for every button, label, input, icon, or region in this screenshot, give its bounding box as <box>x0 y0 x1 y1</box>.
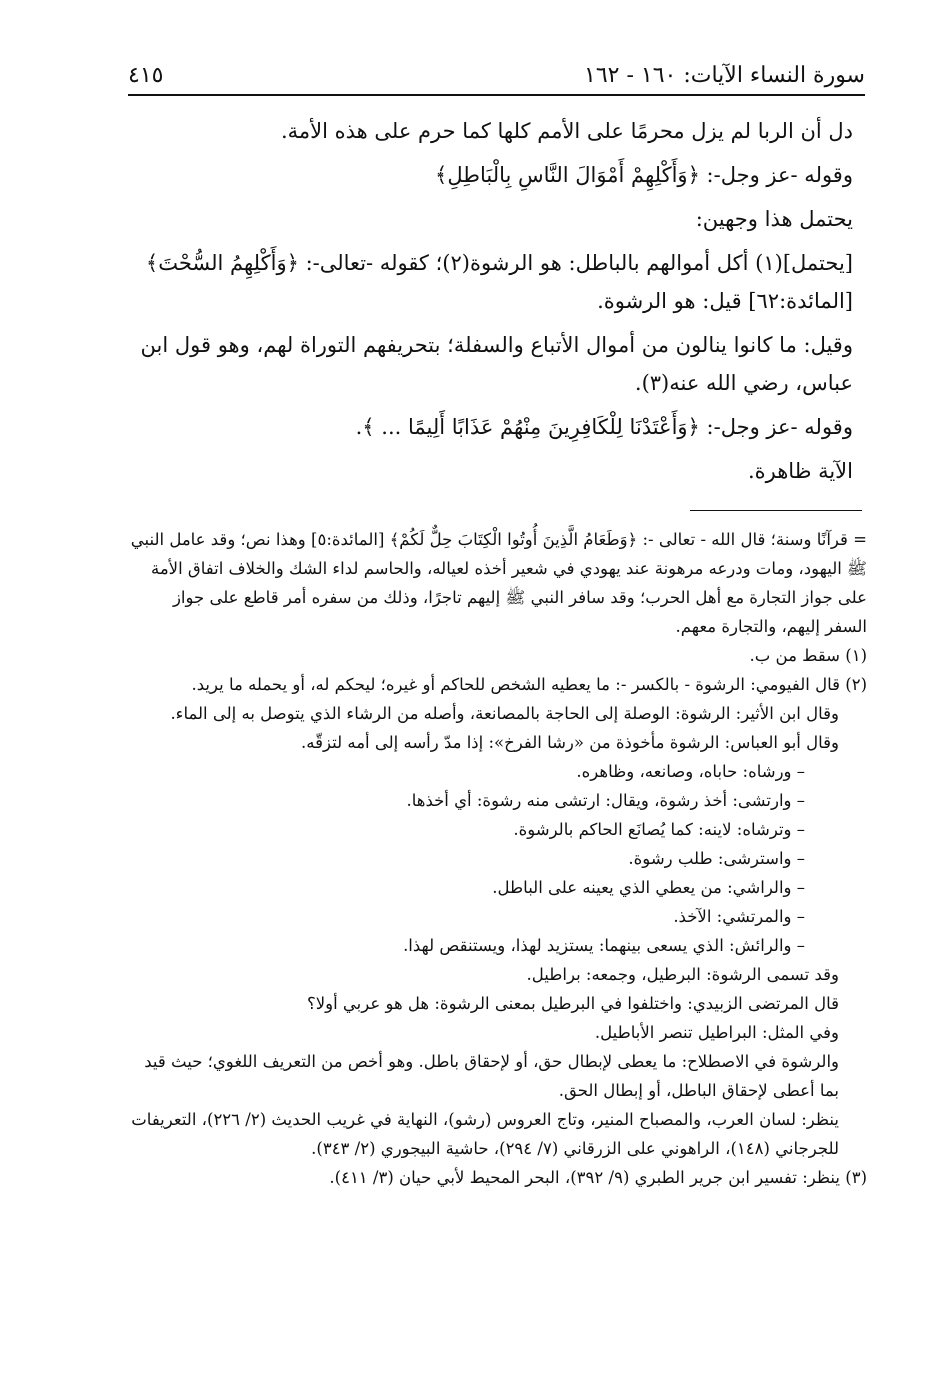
footnote-separator <box>690 510 862 511</box>
footnote-2-list-item: – وارتشى: أخذ رشوة، ويقال: ارتشى منه رشوة: أي أخذها. <box>406 791 805 810</box>
body-paragraph: [يحتمل](١) أكل أموالهم بالباطل: هو الرشوة(٢)؛ كقوله -تعالى-: ﴿وَأَكْلِهِمُ السُّحْتَ﴾ [المائدة:٦٢] قيل: هو الرشوة. <box>145 251 853 313</box>
footnote-2: (٢) قال الفيومي: الرشوة - بالكسر -: ما يعطيه الشخص للحاكم أو غيره؛ ليحكم له، أو يحمله ما يريد. <box>191 675 867 694</box>
footnote-2-list-item: – والرائش: الذي يسعى بينهما: يستزيد لهذا، ويستنقص لهذا. <box>403 936 805 955</box>
footnote-continuation: = قرآنًا وسنة؛ قال الله - تعالى -: ﴿وَطَعَامُ الَّذِينَ أُوتُوا الْكِتَابَ حِلٌّ لَكُمْ﴾ [المائدة:٥] وهذا نص؛ وقد عامل النبي ﷺ اليهود، ومات ودرعه مرهونة عند يهودي في شعير أخذه لعياله، والحاسم لداء الشك والخلاف اتفاق الأمة على جواز التجارة مع أهل الحرب؛ وقد سافر النبي ﷺ إليهم تاجرًا، وذلك من سفره أمر قاطع على جواز السفر إليهم، والتجارة معهم. <box>130 530 867 636</box>
body-paragraph: يحتمل هذا وجهين: <box>695 207 853 231</box>
page-number: ٤١٥ <box>128 62 164 88</box>
footnote-2-line: قال المرتضى الزبيدي: واختلفوا في البرطيل بمعنى الرشوة: هل هو عربي أولا؟ <box>306 994 839 1013</box>
footnote-1: (١) سقط من ب. <box>749 646 867 665</box>
body-paragraph: وقوله -عز وجل-: ﴿وَأَكْلِهِمْ أَمْوَالَ النَّاسِ بِالْبَاطِلِ﴾ <box>435 163 853 187</box>
footnote-2-list-item: – والمرتشي: الآخذ. <box>673 907 805 926</box>
footnote-2-references: ينظر: لسان العرب، والمصباح المنير، وتاج العروس (رشو)، النهاية في غريب الحديث (٢/ ٢٢٦)، التعريفات للجرجاني (١٤٨)، الراهوني على الزرقاني (٧/ ٢٩٤)، حاشية البيجوري (٢/ ٣٤٣). <box>131 1110 839 1158</box>
body-paragraph: وقوله -عز وجل-: ﴿وَأَعْتَدْنَا لِلْكَافِرِينَ مِنْهُمْ عَذَابًا أَلِيمًا ... ﴾. <box>355 415 853 439</box>
running-header <box>128 56 865 96</box>
footnote-2-ibn-athir: وقال ابن الأثير: الرشوة: الوصلة إلى الحاجة بالمصانعة، وأصله من الرشاء الذي يتوصل به إلى الماء. <box>170 704 839 723</box>
footnote-2-abu-abbas: وقال أبو العباس: الرشوة مأخوذة من «رشا الفرخ»: إذا مدّ رأسه إلى أمه لتزقّه. <box>301 733 839 752</box>
footnote-3: (٣) ينظر: تفسير ابن جرير الطبري (٩/ ٣٩٢)، البحر المحيط لأبي حيان (٣/ ٤١١). <box>329 1168 867 1187</box>
body-paragraph: الآية ظاهرة. <box>747 459 853 483</box>
body-paragraph: وقيل: ما كانوا ينالون من أموال الأتباع والسفلة؛ بتحريفهم التوراة لهم، وهو قول ابن عباس، رضي الله عنه(٣). <box>140 333 853 395</box>
footnote-2-list-item: – والراشي: من يعطي الذي يعينه على الباطل. <box>492 878 805 897</box>
footnote-2-list-item: – واسترشى: طلب رشوة. <box>628 849 805 868</box>
footnote-2-line: وقد تسمى الرشوة: البرطيل، وجمعه: براطيل. <box>526 965 839 984</box>
footnotes <box>128 525 867 1192</box>
footnote-2-list-item: – ورشاه: حاباه، وصانعه، وظاهره. <box>576 762 805 781</box>
running-title: سورة النساء الآيات: ١٦٠ - ١٦٢ <box>584 62 865 88</box>
footnote-2-istilah: والرشوة في الاصطلاح: ما يعطى لإبطال حق، أو لإحقاق باطل. وهو أخص من التعريف اللغوي؛ حيث قيد بما أعطى لإحقاق الباطل، أو إبطال الحق. <box>144 1052 839 1100</box>
body-paragraph: دل أن الربا لم يزل محرمًا على الأمم كلها كما حرم على هذه الأمة. <box>280 119 853 143</box>
main-text <box>128 112 853 496</box>
footnote-2-list-item: – وترشاه: لاينه: كما يُصانَع الحاكم بالرشوة. <box>513 820 805 839</box>
footnote-2-line: وفي المثل: البراطيل تنصر الأباطيل. <box>594 1023 839 1042</box>
